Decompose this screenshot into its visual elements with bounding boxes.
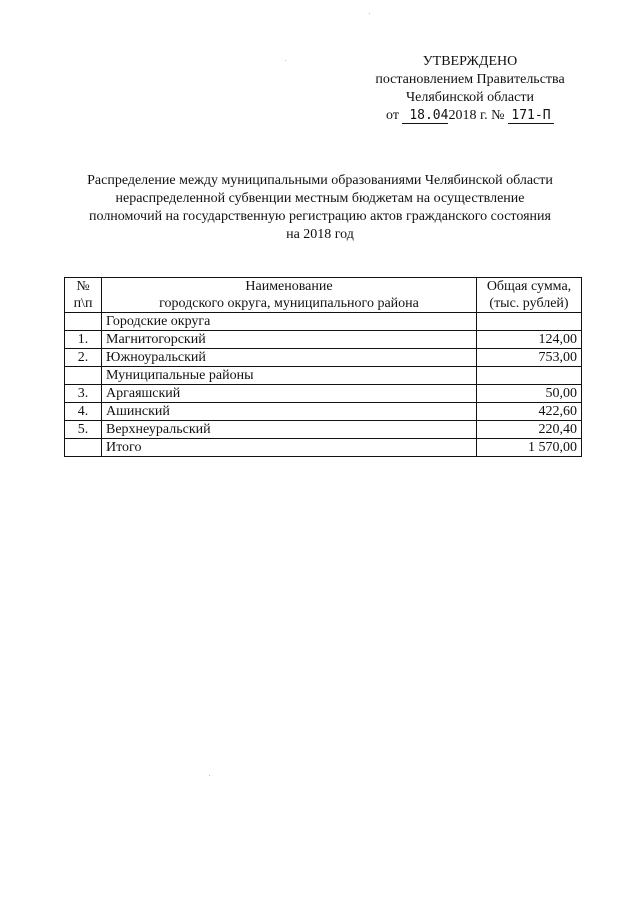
header-number-line-2: п\п xyxy=(73,296,93,311)
approval-block xyxy=(340,53,600,125)
header-number xyxy=(65,278,102,313)
distribution-table xyxy=(64,277,582,457)
approval-decree-line: постановлением Правительства xyxy=(375,72,565,87)
row-sum: 220,40 xyxy=(477,421,582,439)
table-row xyxy=(65,367,582,385)
row-number: 1. xyxy=(65,331,102,349)
title-line-2: нераспределенной субвенции местным бюджетам на осуществление xyxy=(115,191,525,206)
row-name: Аргаяшский xyxy=(102,385,477,403)
row-name: Южноуральский xyxy=(102,349,477,367)
title-line-4: на 2018 год xyxy=(286,227,354,242)
handwritten-date: 18.04 xyxy=(402,109,448,124)
header-sum xyxy=(477,278,582,313)
table-row xyxy=(65,313,582,331)
approval-region-line: Челябинской области xyxy=(406,90,534,105)
table-row xyxy=(65,349,582,367)
row-number: 5. xyxy=(65,421,102,439)
row-number xyxy=(65,439,102,457)
row-number xyxy=(65,313,102,331)
scan-speck xyxy=(369,13,370,14)
row-number: 4. xyxy=(65,403,102,421)
header-number-line-1: № xyxy=(76,279,90,294)
row-number: 2. xyxy=(65,349,102,367)
table-row-total xyxy=(65,439,582,457)
title-line-1: Распределение между муниципальными образованиями Челябинской области xyxy=(87,173,553,188)
row-name: Муниципальные районы xyxy=(102,367,477,385)
row-name: Верхнеуральский xyxy=(102,421,477,439)
row-number: 3. xyxy=(65,385,102,403)
handwritten-decree-number: 171-П xyxy=(508,109,554,124)
row-name: Ашинский xyxy=(102,403,477,421)
scan-speck xyxy=(285,60,286,61)
date-prefix: от xyxy=(386,108,399,123)
table-header-row xyxy=(65,278,582,313)
row-sum xyxy=(477,367,582,385)
row-sum: 422,60 xyxy=(477,403,582,421)
row-sum: 1 570,00 xyxy=(477,439,582,457)
approval-heading: УТВЕРЖДЕНО xyxy=(422,54,518,69)
title-line-3: полномочий на государственную регистрацию актов гражданского состояния xyxy=(89,209,551,224)
row-sum: 50,00 xyxy=(477,385,582,403)
year-text: 2018 г. № xyxy=(448,108,505,123)
row-number xyxy=(65,367,102,385)
header-sum-line-2: (тыс. рублей) xyxy=(489,296,569,311)
header-name xyxy=(102,278,477,313)
header-sum-line-1: Общая сумма, xyxy=(486,279,572,294)
row-sum: 124,00 xyxy=(477,331,582,349)
row-sum xyxy=(477,313,582,331)
table-row xyxy=(65,403,582,421)
scan-speck xyxy=(209,775,210,776)
row-name: Городские округа xyxy=(102,313,477,331)
table-row xyxy=(65,331,582,349)
row-name: Итого xyxy=(102,439,477,457)
header-name-line-1: Наименование xyxy=(245,279,333,294)
row-sum: 753,00 xyxy=(477,349,582,367)
approval-date-line xyxy=(340,107,600,125)
header-name-line-2: городского округа, муниципального района xyxy=(159,296,419,311)
row-name: Магнитогорский xyxy=(102,331,477,349)
table-row xyxy=(65,385,582,403)
document-title xyxy=(60,172,580,244)
table-row xyxy=(65,421,582,439)
